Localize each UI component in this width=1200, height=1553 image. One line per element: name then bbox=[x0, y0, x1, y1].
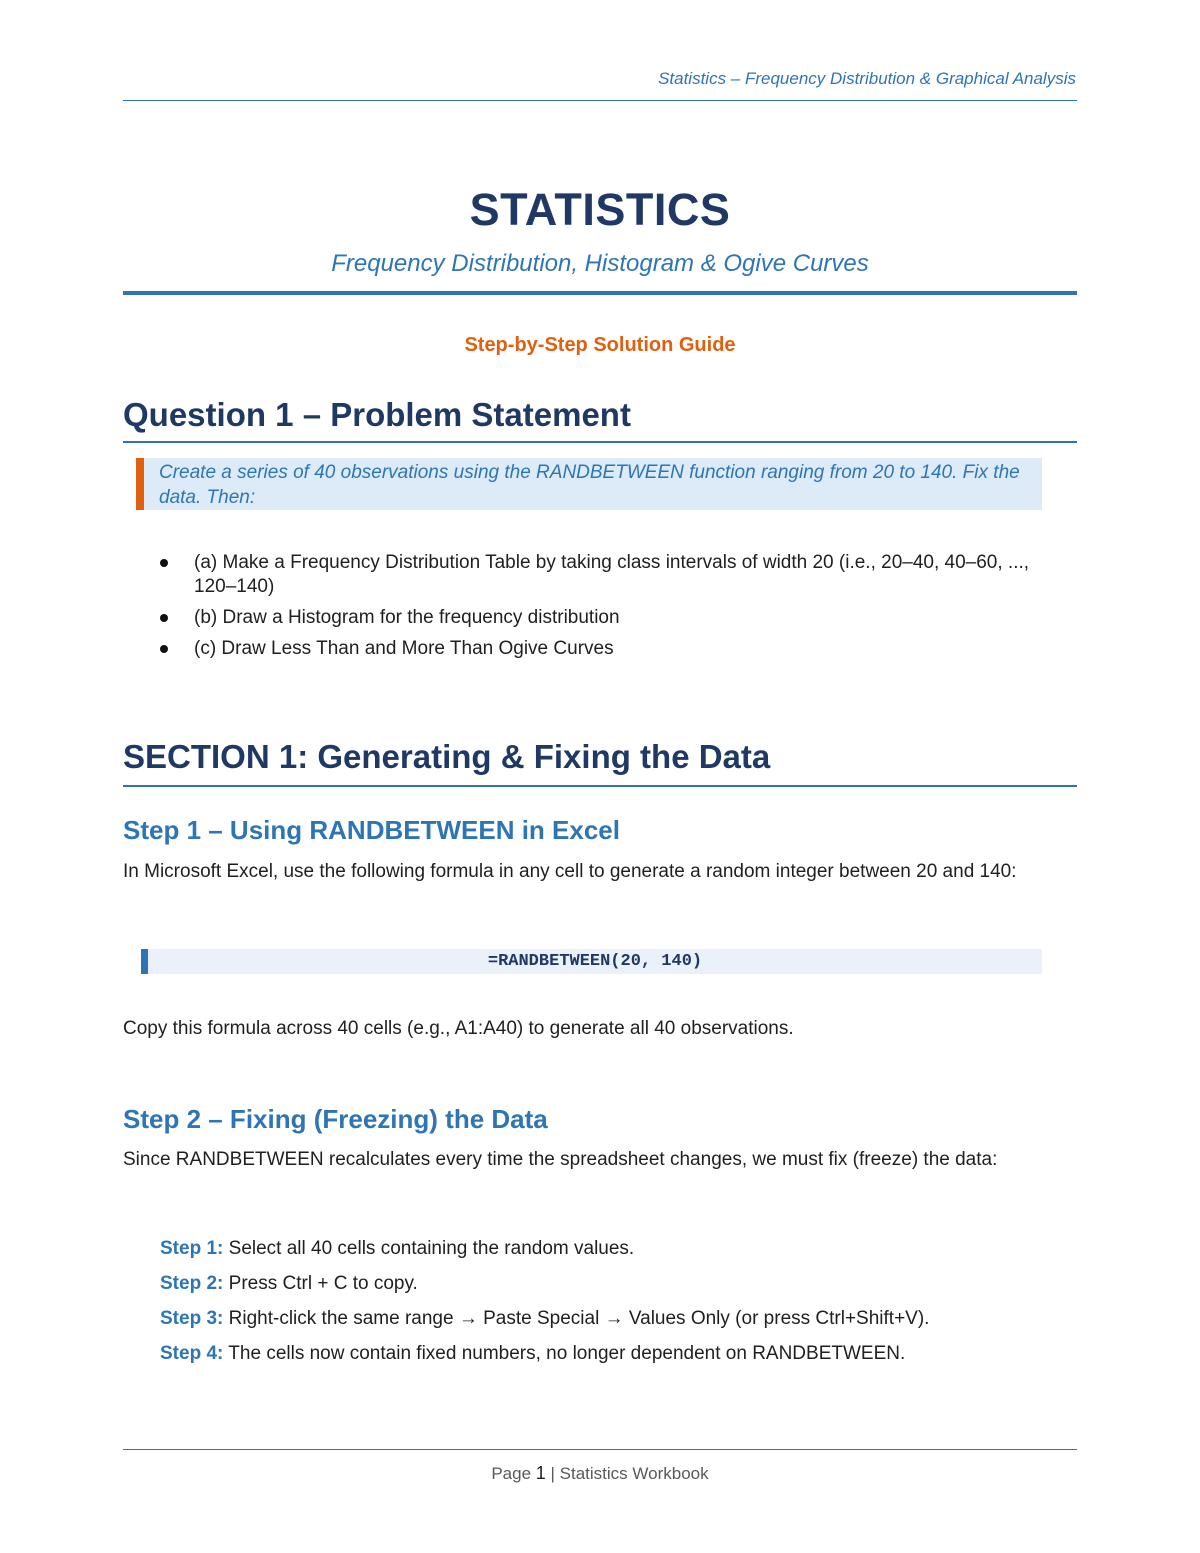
problem-callout bbox=[136, 458, 1042, 510]
callout-accent-bar bbox=[136, 458, 144, 510]
document-title: STATISTICS bbox=[469, 184, 731, 235]
formula-accent-bar bbox=[141, 949, 148, 974]
footer-divider bbox=[123, 1449, 1077, 1450]
list-item bbox=[160, 637, 1060, 661]
step-label: Step 2: bbox=[160, 1273, 224, 1294]
footer-suffix: | Statistics Workbook bbox=[550, 1464, 709, 1483]
list-item-text: (b) Draw a Histogram for the frequency distribution bbox=[194, 607, 620, 628]
list-item bbox=[160, 1342, 1060, 1366]
step-text: Right-click the same range → Paste Special → Values Only (or press Ctrl+Shift+V). bbox=[228, 1308, 930, 1329]
list-item-text: (a) Make a Frequency Distribution Table by taking class intervals of width 20 (i.e., 20–40, 40–60, ..., 120–140) bbox=[194, 552, 1030, 597]
formula-box bbox=[141, 949, 1042, 974]
list-item bbox=[160, 606, 1060, 630]
step1-heading: Step 1 – Using RANDBETWEEN in Excel bbox=[123, 815, 620, 845]
footer-prefix: Page bbox=[491, 1464, 532, 1483]
section1-heading-divider bbox=[123, 785, 1077, 787]
page-number: 1 bbox=[535, 1463, 546, 1483]
header-text: Statistics – Frequency Distribution & Graphical Analysis bbox=[658, 69, 1076, 88]
step-text: The cells now contain fixed numbers, no longer dependent on RANDBETWEEN. bbox=[228, 1343, 906, 1364]
question-heading-divider bbox=[123, 441, 1077, 443]
freeze-steps-list bbox=[160, 1237, 1060, 1377]
document-subtitle: Frequency Distribution, Histogram & Ogive Curves bbox=[331, 250, 869, 277]
step-label: Step 3: bbox=[160, 1308, 224, 1329]
section1-heading: SECTION 1: Generating & Fixing the Data bbox=[123, 738, 771, 775]
list-item-text: (c) Draw Less Than and More Than Ogive Curves bbox=[194, 638, 614, 659]
formula-text: =RANDBETWEEN(20, 140) bbox=[487, 952, 703, 971]
bullet-icon bbox=[160, 559, 168, 567]
step-text: Select all 40 cells containing the random values. bbox=[228, 1238, 635, 1259]
step-label: Step 1: bbox=[160, 1238, 224, 1259]
bullet-icon bbox=[160, 614, 168, 622]
page-footer bbox=[0, 1463, 1200, 1484]
list-item bbox=[160, 1307, 1060, 1331]
step1-note: Copy this formula across 40 cells (e.g., A1:A40) to generate all 40 observations. bbox=[123, 1018, 794, 1039]
callout-text: Create a series of 40 observations using the RANDBETWEEN function ranging from 20 to 140. Fix the data. Then: bbox=[159, 462, 1020, 508]
step-label: Step 4: bbox=[160, 1343, 224, 1364]
guide-label: Step-by-Step Solution Guide bbox=[464, 334, 736, 356]
header-divider bbox=[123, 100, 1077, 101]
title-divider bbox=[123, 291, 1077, 295]
step1-intro: In Microsoft Excel, use the following formula in any cell to generate a random integer between 20 and 140: bbox=[123, 861, 1017, 882]
list-item bbox=[160, 551, 1060, 599]
list-item bbox=[160, 1237, 1060, 1261]
step2-heading: Step 2 – Fixing (Freezing) the Data bbox=[123, 1104, 548, 1134]
list-item bbox=[160, 1272, 1060, 1296]
bullet-icon bbox=[160, 645, 168, 653]
step2-intro: Since RANDBETWEEN recalculates every time the spreadsheet changes, we must fix (freeze) the data: bbox=[123, 1149, 998, 1170]
step-text: Press Ctrl + C to copy. bbox=[228, 1273, 418, 1294]
task-list bbox=[160, 551, 1060, 668]
question-heading: Question 1 – Problem Statement bbox=[123, 396, 631, 433]
